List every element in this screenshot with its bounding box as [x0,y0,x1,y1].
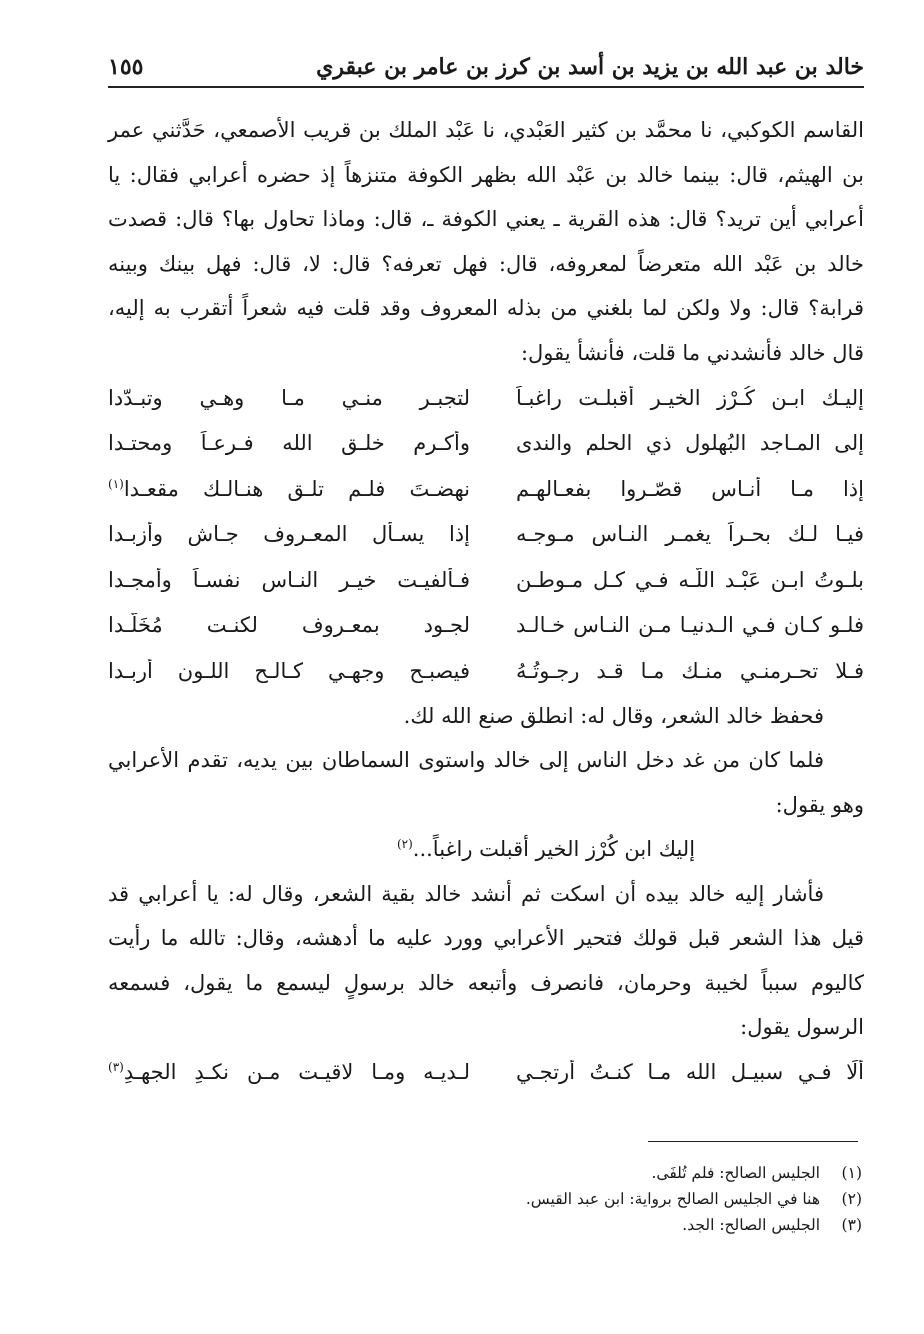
text-line: عمر بن الهيثم، قال: بينما خالد بن عَبْد الله بظهر الكوفة متنزهاً إذ حضره أعرابي فقال: [108,118,864,187]
footnote-1 [108,1160,862,1186]
second-hemistich: نهضـتَ فلـم تلـق هنـالـك مقعـدا$^{(١)}$ [108,476,470,501]
footnotes [108,1160,862,1238]
first-hemistich: إلى المـاجد البُهلول ذي الحلم والندى [516,431,864,456]
second-hemistich: فـألفيـت خيـر النـاس نفسـاً وأمجـدا [108,567,470,592]
footnote-text: الجليس الصالح: الجد. [682,1216,820,1234]
second-hemistich: لـديـه ومـا لاقيـت مـن نكـدِ الجهـدِ$^{(٣)}$ [108,1060,470,1085]
second-hemistich: فيصبـح وجهـي كـالـح اللـون أربـدا [108,658,470,683]
second-hemistich: وأكـرم خلـق الله فـرعـاً ومحتـدا [108,431,470,456]
quoted-verse-text: إليك ابن كُرْز الخير أقبلت راغباً... [412,837,696,861]
poem-1 [108,375,864,694]
poem-2 [108,1050,864,1096]
footnote-marker: (٢) [396,837,413,851]
verse [108,421,864,467]
footnote-number: (١) [841,1164,862,1182]
footnote-text: الجليس الصالح: فلم تُلفَى. [651,1164,820,1182]
page-header [108,40,864,88]
footnote-3 [108,1212,862,1238]
text-line: الرسول يقول: [740,1015,864,1039]
text-line: وهو يقول: [775,792,864,817]
footnote-divider [648,1141,858,1142]
first-hemistich: إذا مـا أنـاس قصّـروا بفعـالهـم [516,476,864,501]
paragraph-1 [108,108,864,375]
footnote-number: (٣) [841,1216,862,1234]
footnote-marker: (١) [108,476,124,491]
footnote-text: هنا في الجليس الصالح برواية: ابن عبد القيس. [525,1190,820,1208]
verse [108,603,864,649]
page-number: ١٥٥ [108,54,144,80]
verse [108,648,864,694]
footnote-marker: (٣) [108,1060,124,1075]
text-line: كاليوم سبباً لخيبة وحرمان، فانصرف وأتبعه خالد برسولٍ ليسمع ما يقول، فسمعه [108,970,864,995]
footnote-number: (٢) [841,1190,862,1208]
paragraph-3 [108,738,864,827]
verse [108,375,864,421]
text-line: قيل هذا الشعر قبل قولك فتحير الأعرابي وورد عليه ما أدهشه، وقال: تالله ما رأيت [108,926,864,950]
text-line: فأشار إليه خالد بيده أن اسكت ثم أنشد خالد بقية الشعر، وقال له: يا أعرابي قد [108,881,824,906]
text-line: فلما كان من غد دخل الناس إلى خالد واستوى السماطان بين يديه، تقدم الأعرابي [108,748,824,772]
first-hemistich: ألَا فـي سبيـل الله مـا كنـتُ أرتجـي [516,1060,864,1085]
first-hemistich: فلـو كـان فـي الـدنيـا مـن النـاس خـالـد [516,613,864,638]
first-hemistich: إليـك ابـن كُـرْز الخيـر أقبلـت راغبـاً [516,385,864,410]
verse [108,557,864,603]
second-hemistich: إذا يسـأل المعـروف جـاش وأزبـدا [108,522,470,547]
first-hemistich: بلـوتُ ابـن عَبْـد اللّـه فـي كـل مـوطـنٍ [516,567,864,592]
second-hemistich: لجـود بمعـروف لكنـت مُخَلّـدا [108,613,470,638]
text-line: وبينه قرابة؟ قال: ولا ولكن لما بلغني من بذله المعروف وقد قلت فيه شعراً أتقرب به [108,251,864,320]
main-text [108,108,864,1095]
text-line: يا أعرابي أين تريد؟ قال: هذه القرية ـ يعني الكوفة ـ، قال: وماذا تحاول بها؟ قال: [108,162,864,231]
first-hemistich: فيـا لـك بحـراً يغمـر النـاس مـوجـه [516,522,864,547]
paragraph-2: فحفظ خالد الشعر، وقال له: انطلق صنع الله لك. [403,703,824,728]
verse [108,512,864,558]
first-hemistich: فـلا تحـرمنـي منـك مـا قـد رجـوتُـهُ [516,658,864,683]
text-line: إليه، قال خالد فأنشدني ما قلت، فأنشأ يقول: [108,296,864,365]
footnote-2 [108,1186,862,1212]
verse [108,1050,864,1096]
text-line: قصدت خالد بن عَبْد الله متعرضاً لمعروفه، قال: فهل تعرفه؟ قال: لا، قال: فهل بينك [108,207,864,276]
verse [108,466,864,512]
paragraph-4 [108,872,864,1050]
second-hemistich: لتجبـر منـي مـا وهـي وتبـدّدا [108,385,470,410]
text-line: القاسم الكوكبي، نا محمَّد بن كثير العَبْدي، نا عَبْد الملك بن قريب الأصمعي، حَدَّثني [151,118,864,142]
quoted-verse [108,827,864,872]
running-title: خالد بن عبد الله بن يزيد بن أسد بن كرز بن عامر بن عبقري [316,54,864,80]
